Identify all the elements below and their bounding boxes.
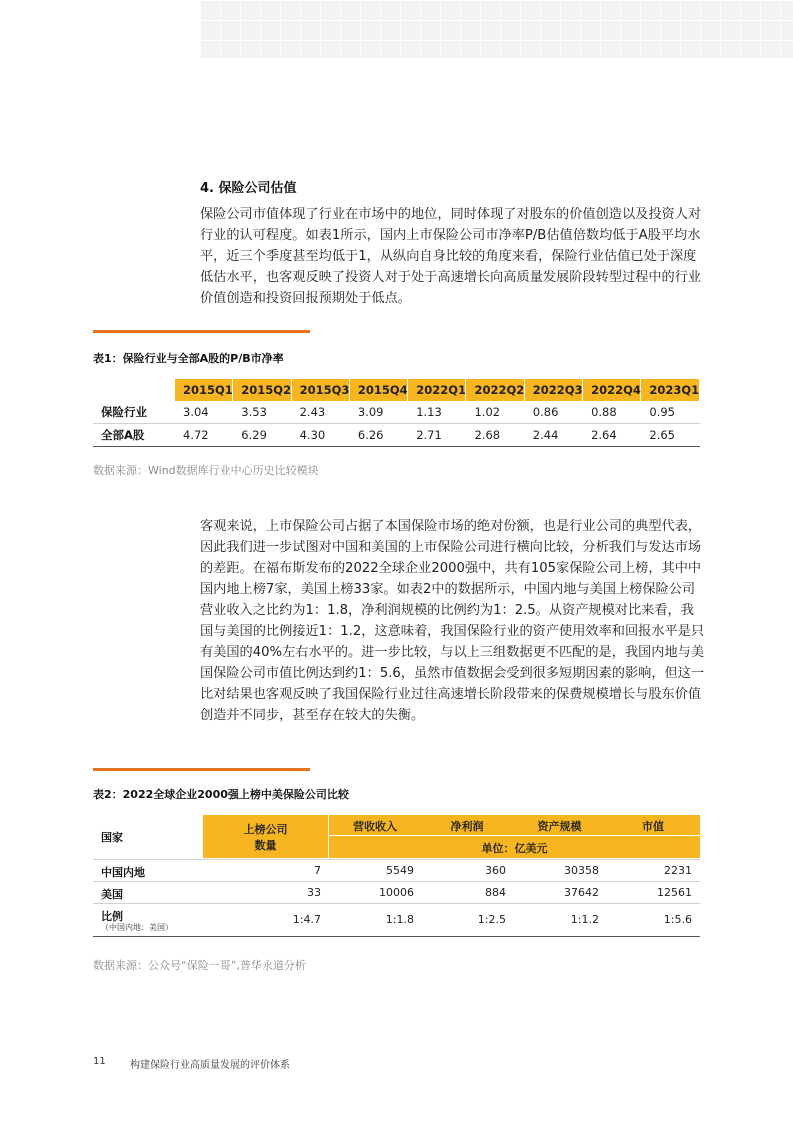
table1-header-row xyxy=(93,379,700,401)
table-cell: 1:5.6 xyxy=(663,913,692,926)
table-cell: 2231 xyxy=(664,864,692,877)
table-cell: 5549 xyxy=(386,864,414,877)
table2-us-china-comparison xyxy=(93,815,700,939)
col-country-header: 国家 xyxy=(101,831,123,844)
page-number: 11 xyxy=(93,1056,106,1067)
table1-header-cell: 2015Q2 xyxy=(233,379,291,401)
col-market-header: 市值 xyxy=(642,820,664,833)
table-cell: 360 xyxy=(485,864,506,877)
table-cell: 0.86 xyxy=(532,405,559,419)
row-label: 全部A股 xyxy=(101,428,145,442)
table-cell: 3.53 xyxy=(241,405,267,419)
table2-title: 表2：2022全球企业2000强上榜中美保险公司比较 xyxy=(93,788,349,801)
table1-header-cell: 2015Q4 xyxy=(350,379,408,401)
table-cell: 1.02 xyxy=(474,405,501,419)
col-revenue-header: 营收收入 xyxy=(353,820,397,833)
table-bottom-rule xyxy=(93,446,700,447)
table-cell: 3.04 xyxy=(183,405,209,419)
col-count-header-line2: 数量 xyxy=(254,839,277,852)
table-row xyxy=(93,401,700,423)
table-cell: 6.26 xyxy=(357,428,384,442)
table-bottom-rule xyxy=(93,936,700,937)
table-cell: 10006 xyxy=(379,886,414,899)
table1-header-cell: 2023Q1 xyxy=(641,379,699,401)
row-label: 保险行业 xyxy=(101,405,147,419)
table-cell: 2.44 xyxy=(532,428,559,442)
table-cell: 1:1.2 xyxy=(570,913,599,926)
accent-bar-table1 xyxy=(93,330,310,333)
header-grid-decoration xyxy=(200,0,793,58)
table-cell: 0.95 xyxy=(649,405,675,419)
table-cell: 6.29 xyxy=(241,428,267,442)
col-profit-header: 净利润 xyxy=(450,820,484,833)
table-cell: 12561 xyxy=(657,886,692,899)
section-title: 4. 保险公司估值 xyxy=(200,181,297,196)
table-cell: 33 xyxy=(307,886,321,899)
table-cell: 7 xyxy=(314,864,321,877)
table-cell: 4.30 xyxy=(299,428,326,442)
table1-header-cell: 2022Q2 xyxy=(466,379,524,401)
table1-header-cell: 2015Q3 xyxy=(292,379,350,401)
table-cell: 30358 xyxy=(564,864,599,877)
row-sublabel: （中国内地：美国） xyxy=(101,923,173,932)
table-cell: 2.65 xyxy=(649,428,675,442)
table-cell: 0.88 xyxy=(591,405,617,419)
table1-title: 表1：保险行业与全部A股的P/B市净率 xyxy=(93,352,284,365)
row-label: 中国内地 xyxy=(101,866,145,879)
table-cell: 37642 xyxy=(564,886,599,899)
table-cell: 4.72 xyxy=(183,428,209,442)
table-cell: 1.13 xyxy=(416,405,442,419)
table-cell: 884 xyxy=(485,886,506,899)
table-row xyxy=(93,424,700,446)
table1-header-cell: 2022Q3 xyxy=(525,379,583,401)
table-cell: 3.09 xyxy=(357,405,384,419)
table1-header-cell: 2022Q4 xyxy=(583,379,641,401)
col-assets-header: 资产规模 xyxy=(537,820,582,833)
paragraph-valuation: 保险公司市值体现了行业在市场中的地位，同时体现了对股东的价值创造以及投资人对行业的认可程度。如表1所示，国内上市保险公司市净率P/B估值倍数均低于A股平均水平，近三个季度甚至均低于1，从纵向自身比较的角度来看，保险行业估值已处于深度低估水平，也客观反映了投资人对于处于高速增长向高质量发展阶段转型过程中的行业价值创造和投资回报预期处于低点。 xyxy=(200,207,702,306)
table-cell: 2.43 xyxy=(299,405,326,419)
footer-title: 构建保险行业高质量发展的评价体系 xyxy=(130,1060,290,1071)
col-count-header-line1: 上榜公司 xyxy=(243,823,288,836)
table1-pb-ratio xyxy=(93,379,700,447)
table1-source: 数据来源：Wind数据库行业中心历史比较模块 xyxy=(93,464,319,477)
row-divider xyxy=(93,903,700,904)
row-divider xyxy=(93,881,700,882)
table-cell: 2.71 xyxy=(416,428,442,442)
table-cell: 2.64 xyxy=(591,428,617,442)
accent-bar-table2 xyxy=(93,768,310,771)
unit-label: 单位：亿美元 xyxy=(481,842,548,855)
paragraph-comparison: 客观来说，上市保险公司占据了本国保险市场的绝对份额，也是行业公司的典型代表，因此我们进一步试图对中国和美国的上市保险公司进行横向比较，分析我们与发达市场的差距。在福布斯发布的2022全球企业2000强中，共有105家保险公司上榜，其中中国内地上榜7家，美国上榜33家。如表2中的数据所示，中国内地与美国上榜保险公司营业收入之比约为1：1.8，净利润规模的比例约为1：2.5。从资产规模对比来看，我国与美国的比例接近1：1.2，这意味着，我国保险行业的资产使用效率和回报水平是只有美国的40%左右水平的。进一步比较，与以上三组数据更不匹配的是，我国内地与美国保险公司市值比例达到约1：5.6，虽然市值数据会受到很多短期因素的影响，但这一比对结果也客观反映了我国保险行业过往高速增长阶段带来的保费规模增长与股东价值创造并不同步，甚至存在较大的失衡。 xyxy=(200,519,705,723)
table-cell: 2.68 xyxy=(474,428,501,442)
table-cell: 1:4.7 xyxy=(292,913,321,926)
table1-header-cell: 2022Q1 xyxy=(408,379,466,401)
row-divider xyxy=(93,859,700,860)
table-cell: 1:2.5 xyxy=(477,913,506,926)
row-label: 比例 xyxy=(101,910,123,923)
table2-source: 数据来源：公众号“保险一哥”,普华永道分析 xyxy=(93,959,306,972)
table1-header-cell: 2015Q1 xyxy=(175,379,233,401)
table-cell: 1:1.8 xyxy=(385,913,414,926)
row-label: 美国 xyxy=(101,888,123,901)
